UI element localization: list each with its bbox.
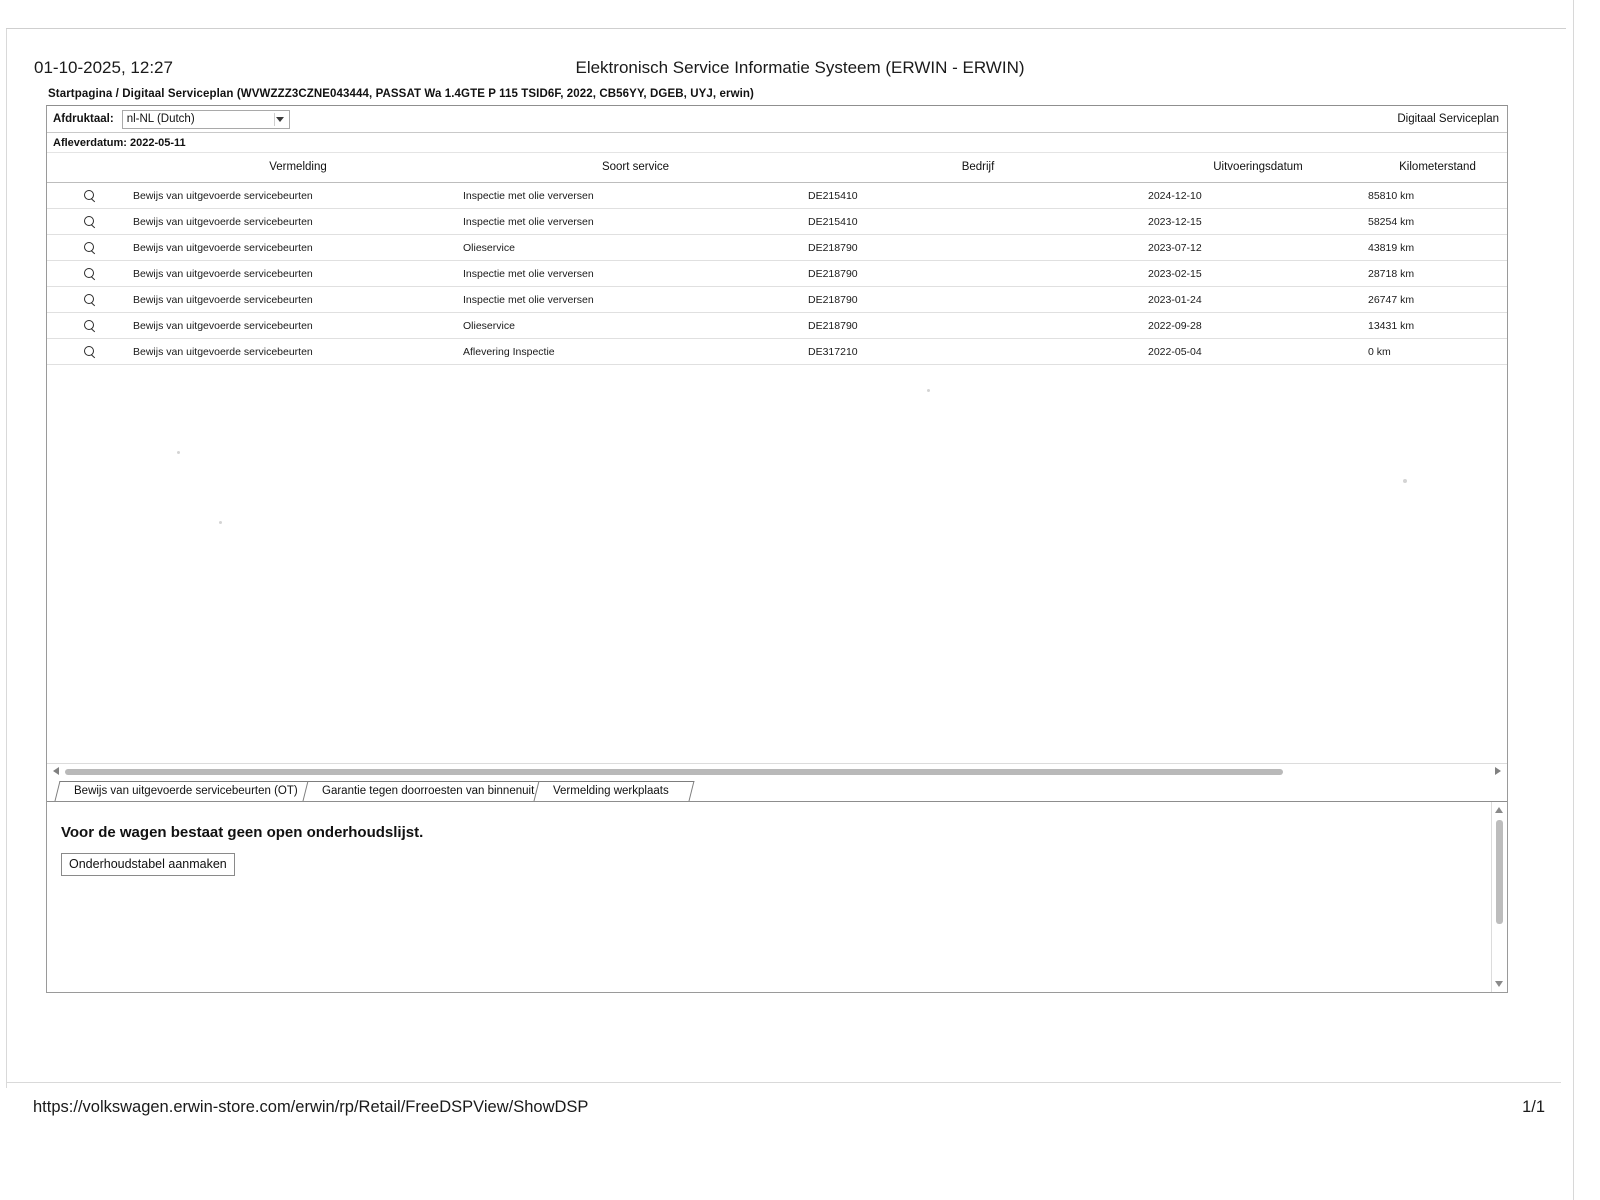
- toolbar: [47, 106, 1507, 133]
- cell-soort-service: Inspectie met olie verversen: [463, 209, 808, 235]
- cell-bedrijf: DE215410: [808, 209, 1148, 235]
- magnifier-icon: [84, 190, 96, 202]
- empty-table-area: [47, 365, 1507, 763]
- cell-soort-service: Inspectie met olie verversen: [463, 287, 808, 313]
- column-header-bedrijf: Bedrijf: [808, 153, 1148, 183]
- tab-garantie-doorroesten[interactable]: [303, 781, 550, 801]
- scroll-up-icon[interactable]: [1495, 807, 1503, 813]
- print-language-value: nl-NL (Dutch): [126, 113, 195, 125]
- tab-vermelding-werkplaats[interactable]: [534, 781, 695, 801]
- magnifier-icon: [84, 216, 96, 228]
- cell-kilometerstand: 0 km: [1368, 339, 1507, 365]
- application-area: [46, 88, 1508, 993]
- scan-edge-right: [1573, 0, 1600, 1200]
- tab-bewijs-servicebeurten[interactable]: [55, 781, 320, 801]
- cell-soort-service: Inspectie met olie verversen: [463, 261, 808, 287]
- scan-line-bottom: [6, 1082, 1561, 1083]
- cell-bedrijf: DE218790: [808, 261, 1148, 287]
- cell-uitvoeringsdatum: 2024-12-10: [1148, 183, 1368, 209]
- scan-speck: [1403, 479, 1407, 483]
- vertical-scrollbar[interactable]: [1491, 802, 1507, 992]
- print-language-select[interactable]: [122, 110, 290, 129]
- tab-bar: [47, 781, 1507, 801]
- table-header-row: [47, 153, 1507, 183]
- table-row[interactable]: [47, 339, 1507, 365]
- column-header-soort-service: Soort service: [463, 153, 808, 183]
- scan-line-left: [6, 28, 7, 1088]
- cell-kilometerstand: 13431 km: [1368, 313, 1507, 339]
- table-row[interactable]: [47, 261, 1507, 287]
- cell-soort-service: Inspectie met olie verversen: [463, 183, 808, 209]
- row-detail-button[interactable]: [47, 313, 133, 339]
- cell-uitvoeringsdatum: 2023-12-15: [1148, 209, 1368, 235]
- magnifier-icon: [84, 242, 96, 254]
- table-row[interactable]: [47, 235, 1507, 261]
- scan-edge-top: [0, 0, 1600, 8]
- cell-bedrijf: DE218790: [808, 287, 1148, 313]
- cell-vermelding: Bewijs van uitgevoerde servicebeurten: [133, 339, 463, 365]
- cell-uitvoeringsdatum: 2022-09-28: [1148, 313, 1368, 339]
- scan-speck: [219, 521, 222, 524]
- column-header-icon: [47, 153, 133, 183]
- maintenance-panel: [47, 801, 1507, 992]
- cell-bedrijf: DE218790: [808, 235, 1148, 261]
- print-footer: [0, 1098, 1600, 1120]
- table-row[interactable]: [47, 209, 1507, 235]
- cell-bedrijf: DE218790: [808, 313, 1148, 339]
- row-detail-button[interactable]: [47, 261, 133, 287]
- cell-uitvoeringsdatum: 2022-05-04: [1148, 339, 1368, 365]
- tab-label: Garantie tegen doorroesten van binnenuit: [322, 785, 535, 797]
- print-header: [0, 58, 1600, 80]
- cell-vermelding: Bewijs van uitgevoerde servicebeurten: [133, 313, 463, 339]
- no-open-maintenance-message: Voor de wagen bestaat geen open onderhoudslijst.: [61, 824, 424, 841]
- create-maintenance-table-button[interactable]: Onderhoudstabel aanmaken: [61, 853, 235, 876]
- table-row[interactable]: [47, 183, 1507, 209]
- cell-vermelding: Bewijs van uitgevoerde servicebeurten: [133, 287, 463, 313]
- cell-kilometerstand: 43819 km: [1368, 235, 1507, 261]
- select-divider: [274, 113, 275, 126]
- chevron-down-icon: [276, 117, 284, 122]
- cell-kilometerstand: 28718 km: [1368, 261, 1507, 287]
- cell-soort-service: Aflevering Inspectie: [463, 339, 808, 365]
- table-row[interactable]: [47, 313, 1507, 339]
- magnifier-icon: [84, 294, 96, 306]
- horizontal-scrollbar[interactable]: [47, 763, 1507, 780]
- cell-vermelding: Bewijs van uitgevoerde servicebeurten: [133, 235, 463, 261]
- magnifier-icon: [84, 320, 96, 332]
- service-history-table: [47, 153, 1507, 365]
- horizontal-scroll-thumb[interactable]: [65, 769, 1283, 775]
- row-detail-button[interactable]: [47, 235, 133, 261]
- cell-kilometerstand: 58254 km: [1368, 209, 1507, 235]
- cell-bedrijf: DE317210: [808, 339, 1148, 365]
- tab-label: Vermelding werkplaats: [553, 785, 669, 797]
- row-detail-button[interactable]: [47, 287, 133, 313]
- cell-soort-service: Olieservice: [463, 235, 808, 261]
- row-detail-button[interactable]: [47, 339, 133, 365]
- scan-line-top: [6, 28, 1566, 29]
- scroll-right-icon[interactable]: [1495, 767, 1501, 775]
- page-number: 1/1: [1522, 1098, 1545, 1116]
- panel-title: Digitaal Serviceplan: [1397, 113, 1499, 125]
- tab-label: Bewijs van uitgevoerde servicebeurten (OT): [74, 785, 298, 797]
- cell-vermelding: Bewijs van uitgevoerde servicebeurten: [133, 209, 463, 235]
- print-timestamp: 01-10-2025, 12:27: [34, 58, 173, 77]
- row-detail-button[interactable]: [47, 209, 133, 235]
- column-header-vermelding: Vermelding: [133, 153, 463, 183]
- magnifier-icon: [84, 346, 96, 358]
- cell-bedrijf: DE215410: [808, 183, 1148, 209]
- vertical-scroll-thumb[interactable]: [1496, 820, 1503, 924]
- column-header-uitvoeringsdatum: Uitvoeringsdatum: [1148, 153, 1368, 183]
- row-detail-button[interactable]: [47, 183, 133, 209]
- column-header-kilometerstand: Kilometerstand: [1368, 153, 1507, 183]
- delivery-date-bar: [47, 133, 1507, 153]
- print-language-label: Afdruktaal:: [53, 113, 114, 125]
- delivery-date: Afleverdatum: 2022-05-11: [53, 136, 186, 149]
- cell-vermelding: Bewijs van uitgevoerde servicebeurten: [133, 183, 463, 209]
- cell-kilometerstand: 85810 km: [1368, 183, 1507, 209]
- scroll-down-icon[interactable]: [1495, 981, 1503, 987]
- cell-uitvoeringsdatum: 2023-02-15: [1148, 261, 1368, 287]
- table-row[interactable]: [47, 287, 1507, 313]
- scan-speck: [177, 451, 180, 454]
- cell-soort-service: Olieservice: [463, 313, 808, 339]
- source-url: https://volkswagen.erwin-store.com/erwin/rp/Retail/FreeDSPView/ShowDSP: [33, 1098, 589, 1116]
- breadcrumb: Startpagina / Digitaal Serviceplan (WVWZZZ3CZNE043444, PASSAT Wa 1.4GTE P 115 TSID6F, 2022, CB56YY, DGEB, UYJ, erwin): [48, 88, 754, 100]
- scroll-left-icon[interactable]: [53, 767, 59, 775]
- cell-uitvoeringsdatum: 2023-01-24: [1148, 287, 1368, 313]
- cell-uitvoeringsdatum: 2023-07-12: [1148, 235, 1368, 261]
- print-title: Elektronisch Service Informatie Systeem (ERWIN - ERWIN): [575, 58, 1025, 77]
- cell-kilometerstand: 26747 km: [1368, 287, 1507, 313]
- magnifier-icon: [84, 268, 96, 280]
- cell-vermelding: Bewijs van uitgevoerde servicebeurten: [133, 261, 463, 287]
- service-plan-panel: [46, 105, 1508, 993]
- scan-speck: [927, 389, 930, 392]
